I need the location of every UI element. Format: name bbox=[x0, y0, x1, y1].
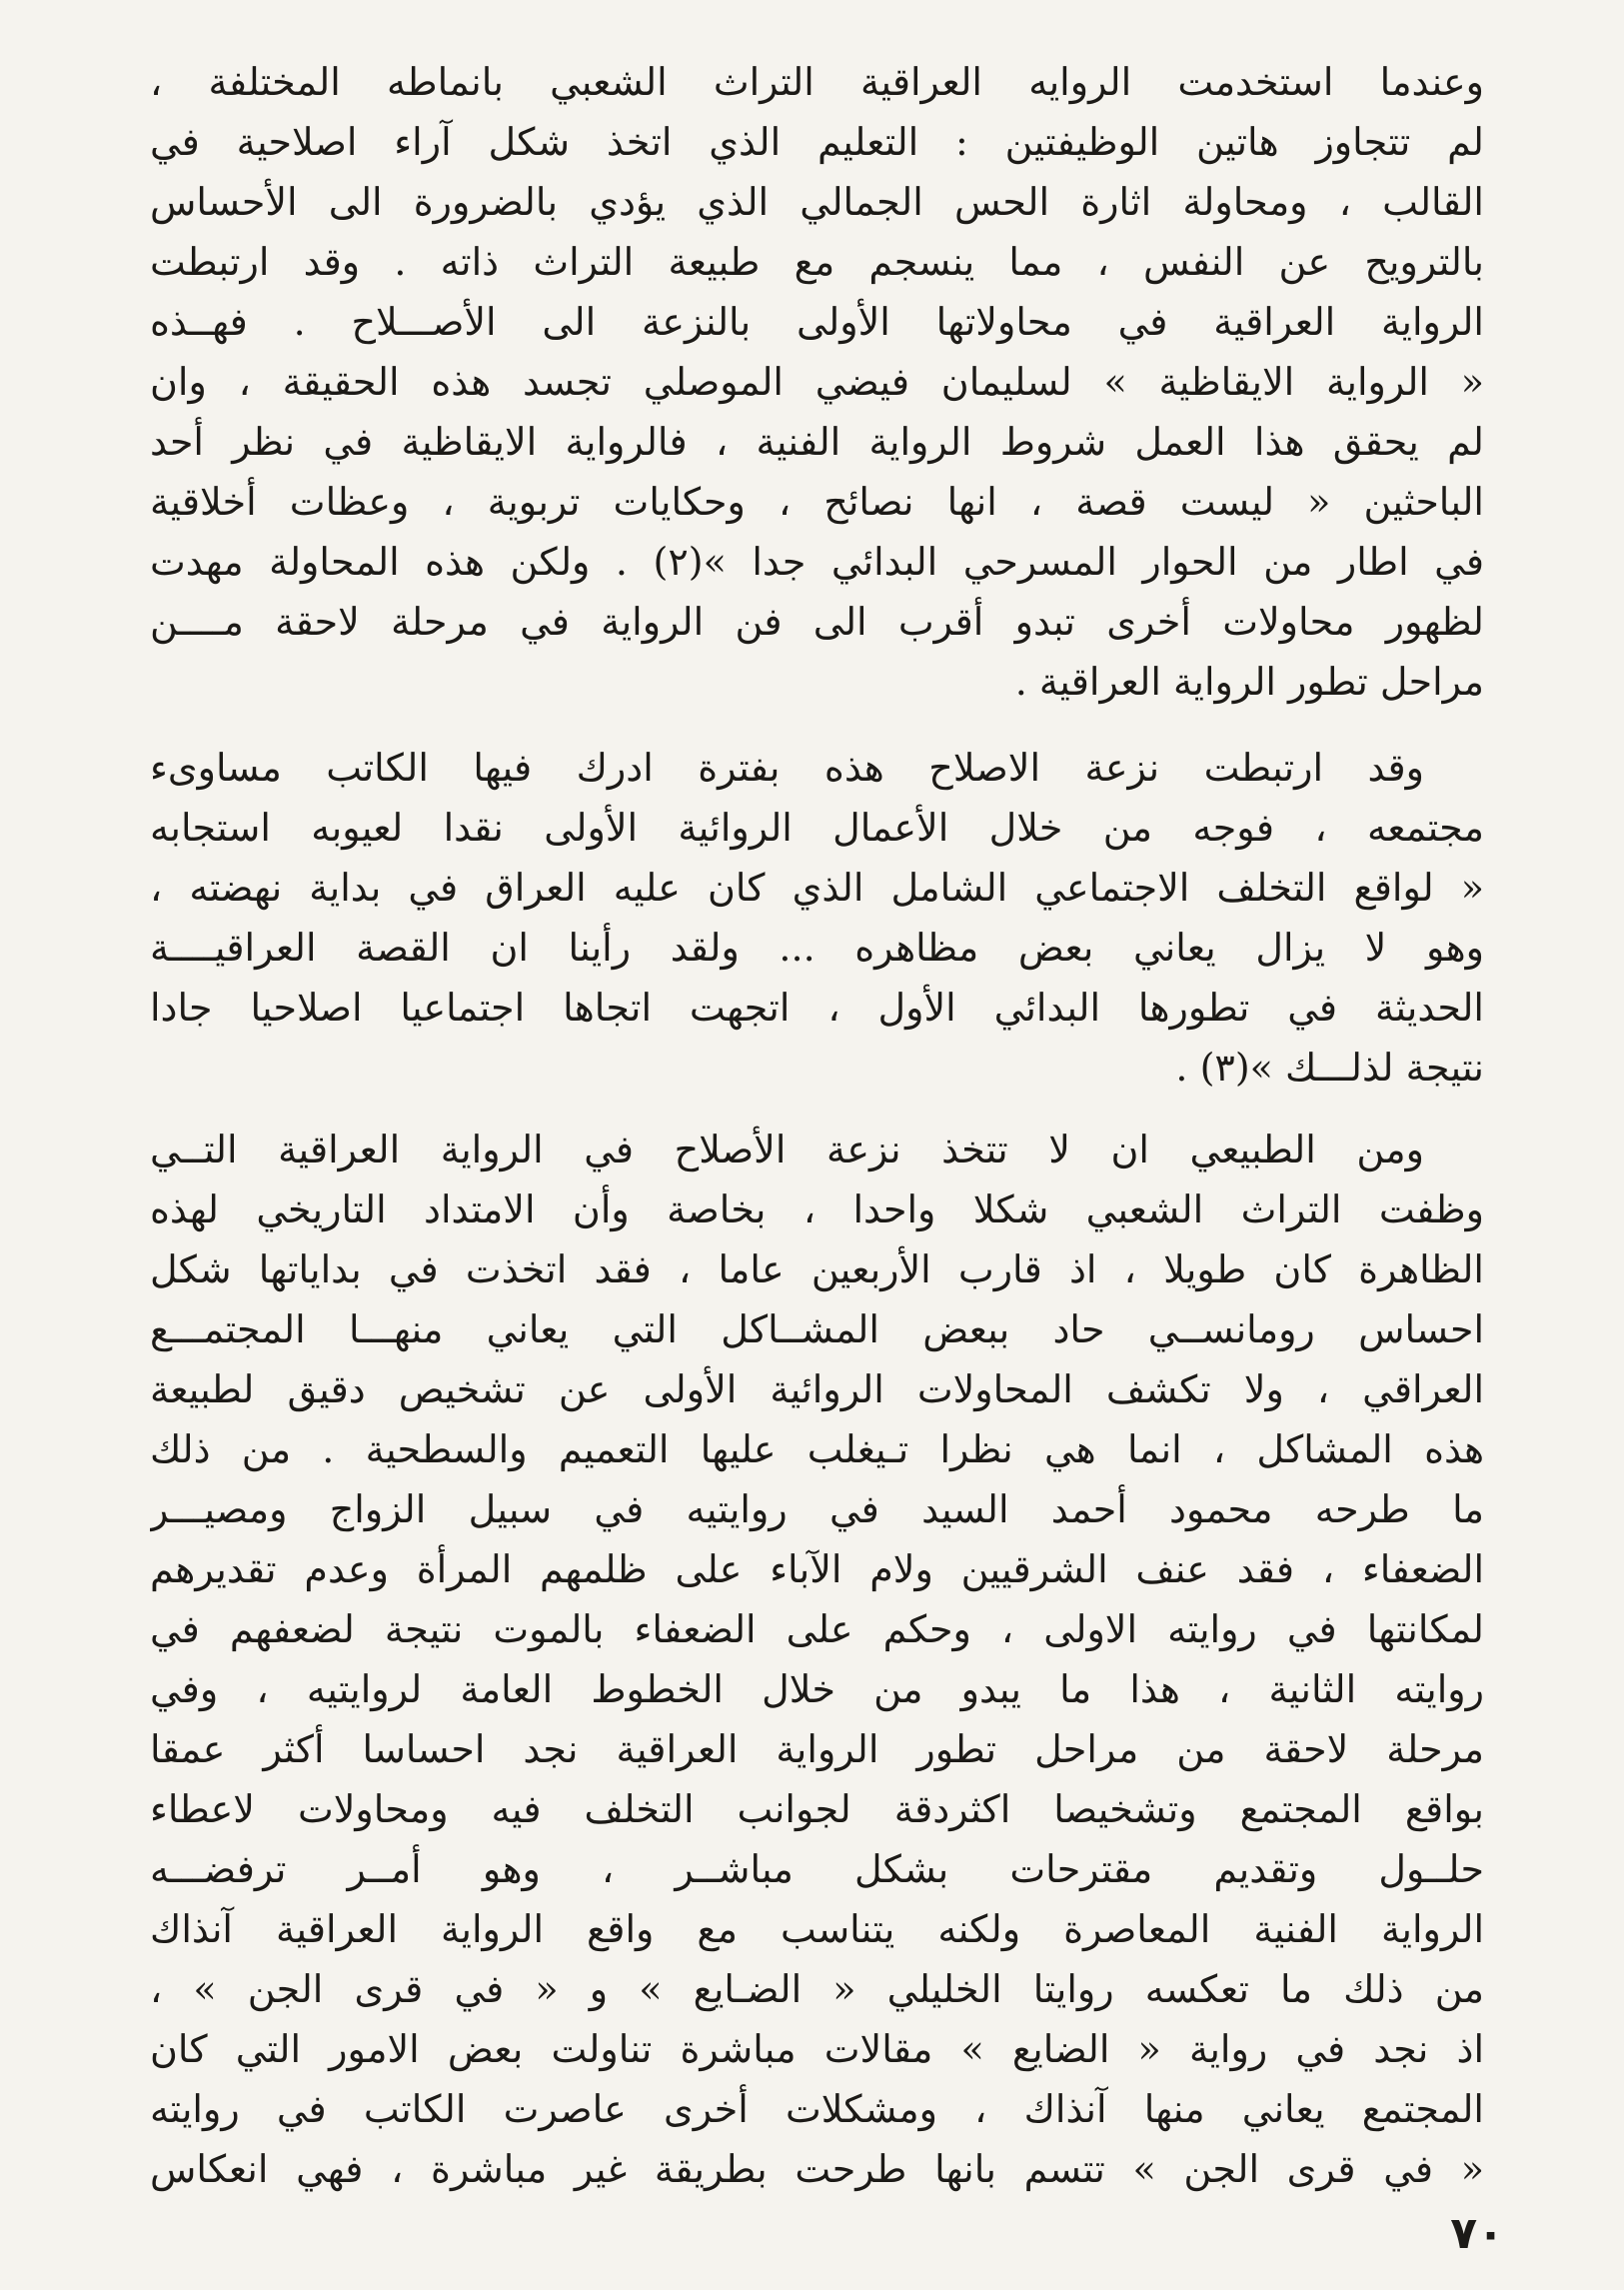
text-line: « لواقع التخلف الاجتماعي الشامل الذي كان عليه العراق في بداية نهضته ، bbox=[150, 866, 1484, 910]
text-line: وظفت التراث الشعبي شكلا واحدا ، بخاصة وأن الامتداد التاريخي لهذه bbox=[150, 1187, 1484, 1231]
text-line: احساس رومانســي حاد ببعض المشــاكل التي يعاني منهـــا المجتمـــع bbox=[150, 1307, 1484, 1351]
text-line: اذ نجد في رواية « الضايع » مقالات مباشرة تناولت بعض الامور التي كان bbox=[150, 2027, 1484, 2071]
text-line: الظاهرة كان طويلا ، اذ قارب الأربعين عاما ، فقد اتخذت في بداياتها شكل bbox=[150, 1247, 1484, 1291]
page-number: ٧٠ bbox=[1450, 2208, 1504, 2259]
text-line: ومن الطبيعي ان لا تتخذ نزعة الأصلاح في الرواية العراقية التــي bbox=[150, 1128, 1424, 1171]
paragraph-2 bbox=[150, 738, 1484, 1098]
text-line: ما طرحه محمود أحمد السيد في روايتيه في سبيل الزواج ومصيـــر bbox=[150, 1487, 1484, 1531]
text-line: القالب ، ومحاولة اثارة الحس الجمالي الذي يؤدي بالضرورة الى الأحساس bbox=[150, 180, 1484, 224]
text-line: الباحثين « ليست قصة ، انها نصائح ، وحكايات تربوية ، وعظات أخلاقية bbox=[150, 480, 1484, 524]
text-line: روايته الثانية ، هذا ما يبدو من خلال الخطوط العامة لروايتيه ، وفي bbox=[150, 1667, 1484, 1711]
text-line: « الرواية الايقاظية » لسليمان فيضي الموصلي تجسد هذه الحقيقة ، وان bbox=[150, 360, 1484, 404]
text-line: وعندما استخدمت الروايه العراقية التراث الشعبي بانماطه المختلفة ، bbox=[150, 60, 1484, 104]
text-line: لمكانتها في روايته الاولى ، وحكم على الضعفاء بالموت نتيجة لضعفهم في bbox=[150, 1607, 1484, 1651]
text-line: لظهور محاولات أخرى تبدو أقرب الى فن الرواية في مرحلة لاحقة مــــن bbox=[150, 600, 1484, 644]
text-line: وقد ارتبطت نزعة الاصلاح هذه بفترة ادرك فيها الكاتب مساوىء bbox=[150, 746, 1424, 790]
text-line: بواقع المجتمع وتشخيصا اكثردقة لجوانب التخلف فيه ومحاولات لاعطاء bbox=[150, 1787, 1484, 1831]
text-line: « في قرى الجن » تتسم بانها طرحت بطريقة غير مباشرة ، فهي انعكاس bbox=[150, 2147, 1484, 2191]
text-line: لم تتجاوز هاتين الوظيفتين : التعليم الذي اتخذ شكل آراء اصلاحية في bbox=[150, 120, 1484, 164]
text-line: مرحلة لاحقة من مراحل تطور الرواية العراقية نجد احساسا أكثر عمقا bbox=[150, 1727, 1484, 1771]
text-line: في اطار من الحوار المسرحي البدائي جدا »(٢) . ولكن هذه المحاولة مهدت bbox=[150, 540, 1484, 584]
text-line: المجتمع يعاني منها آنذاك ، ومشكلات أخرى عاصرت الكاتب في روايته bbox=[150, 2087, 1484, 2131]
paragraph-3 bbox=[150, 1120, 1484, 2199]
text-line: الرواية العراقية في محاولاتها الأولى بالنزعة الى الأصـــلاح . فهــذه bbox=[150, 300, 1484, 344]
text-line: الضعفاء ، فقد عنف الشرقيين ولام الآباء على ظلمهم المرأة وعدم تقديرهم bbox=[150, 1547, 1484, 1591]
text-line: مجتمعه ، فوجه من خلال الأعمال الروائية الأولى نقدا لعيوبه استجابه bbox=[150, 806, 1484, 850]
text-line: الحديثة في تطورها البدائي الأول ، اتجهت اتجاها اجتماعيا اصلاحيا جادا bbox=[150, 986, 1484, 1030]
text-line: نتيجة لذلـــك »(٣) . bbox=[1175, 1046, 1484, 1090]
text-line: العراقي ، ولا تكشف المحاولات الروائية الأولى عن تشخيص دقيق لطبيعة bbox=[150, 1367, 1484, 1411]
text-line: لم يحقق هذا العمل شروط الرواية الفنية ، فالرواية الايقاظية في نظر أحد bbox=[150, 420, 1484, 464]
text-line: الرواية الفنية المعاصرة ولكنه يتناسب مع واقع الرواية العراقية آنذاك bbox=[150, 1907, 1484, 1951]
text-line: من ذلك ما تعكسه روايتا الخليلي « الضـايع » و « في قرى الجن » ، bbox=[150, 1967, 1484, 2011]
text-line: حلــول وتقديم مقترحات بشكل مباشــر ، وهو أمــر ترفضـــه bbox=[150, 1847, 1484, 1891]
text-line: هذه المشاكل ، انما هي نظرا تـيغلب عليها التعميم والسطحية . من ذلك bbox=[150, 1427, 1484, 1471]
paragraph-1 bbox=[150, 52, 1484, 712]
text-line: وهو لا يزال يعاني بعض مظاهره ... ولقد رأينا ان القصة العراقيــــة bbox=[150, 926, 1484, 970]
text-line: بالترويح عن النفس ، مما ينسجم مع طبيعة التراث ذاته . وقد ارتبطت bbox=[150, 240, 1484, 284]
text-line: مراحل تطور الرواية العراقية . bbox=[1014, 660, 1484, 704]
